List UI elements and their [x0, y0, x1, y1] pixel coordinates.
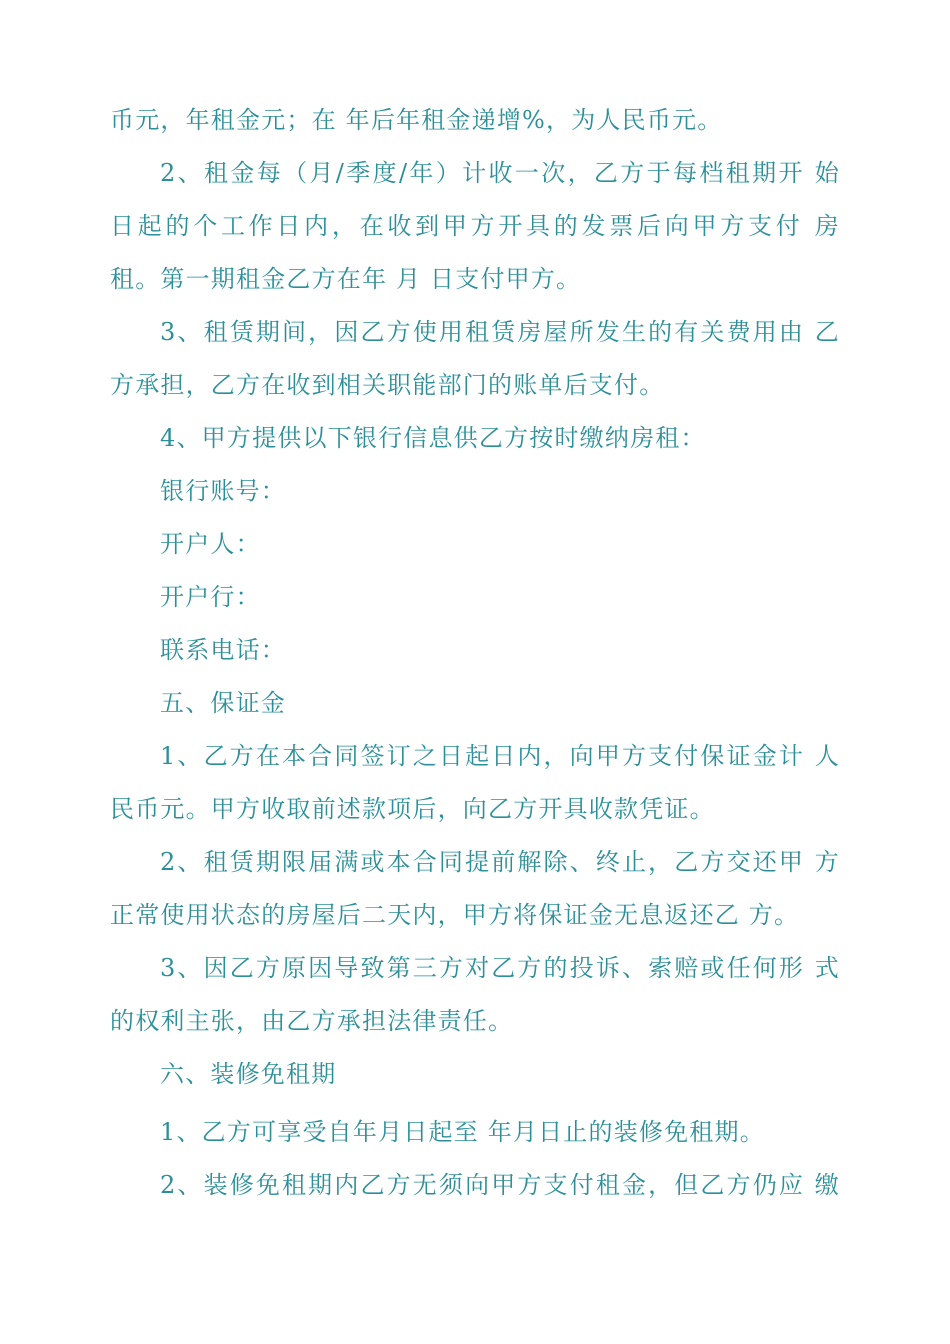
- text-line-3: 日起的个工作日内，在收到甲方开具的发票后向甲方支付 房: [110, 212, 840, 240]
- bank-branch-label: 开户行：: [160, 583, 261, 611]
- text-line-6: 方承担，乙方在收到相关职能部门的账单后支付。: [110, 371, 665, 399]
- text-line-7: 4、甲方提供以下银行信息供乙方按时缴纳房租：: [160, 424, 706, 452]
- text-line-16: 正常使用状态的房屋后二天内，甲方将保证金无息返还乙 方。: [110, 901, 800, 929]
- text-line-15: 2、租赁期限届满或本合同提前解除、终止，乙方交还甲 方: [160, 848, 840, 876]
- section-heading-deposit: 五、保证金: [160, 689, 286, 717]
- text-line-20: 1、乙方可享受自年月日起至 年月日止的装修免租期。: [160, 1118, 765, 1146]
- text-line-14: 民币元。甲方收取前述款项后，向乙方开具收款凭证。: [110, 795, 715, 823]
- text-line-2: 2、租金每（月/季度/年）计收一次，乙方于每档租期开 始: [160, 159, 840, 187]
- text-line-4: 租。第一期租金乙方在年 月 日支付甲方。: [110, 265, 582, 293]
- text-line-17: 3、因乙方原因导致第三方对乙方的投诉、索赔或任何形 式: [160, 954, 840, 982]
- text-line-13: 1、乙方在本合同签订之日起日内，向甲方支付保证金计 人: [160, 742, 840, 770]
- text-line-1: 币元，年租金元；在 年后年租金递增%，为人民币元。: [110, 106, 723, 134]
- account-holder-label: 开户人：: [160, 530, 261, 558]
- text-line-18: 的权利主张，由乙方承担法律责任。: [110, 1007, 514, 1035]
- section-heading-rent-free-period: 六、装修免租期: [160, 1060, 337, 1088]
- text-line-21: 2、装修免租期内乙方无须向甲方支付租金，但乙方仍应 缴: [160, 1171, 840, 1199]
- bank-account-label: 银行账号：: [160, 477, 286, 505]
- contact-phone-label: 联系电话：: [160, 636, 286, 664]
- text-line-5: 3、租赁期间，因乙方使用租赁房屋所发生的有关费用由 乙: [160, 318, 840, 346]
